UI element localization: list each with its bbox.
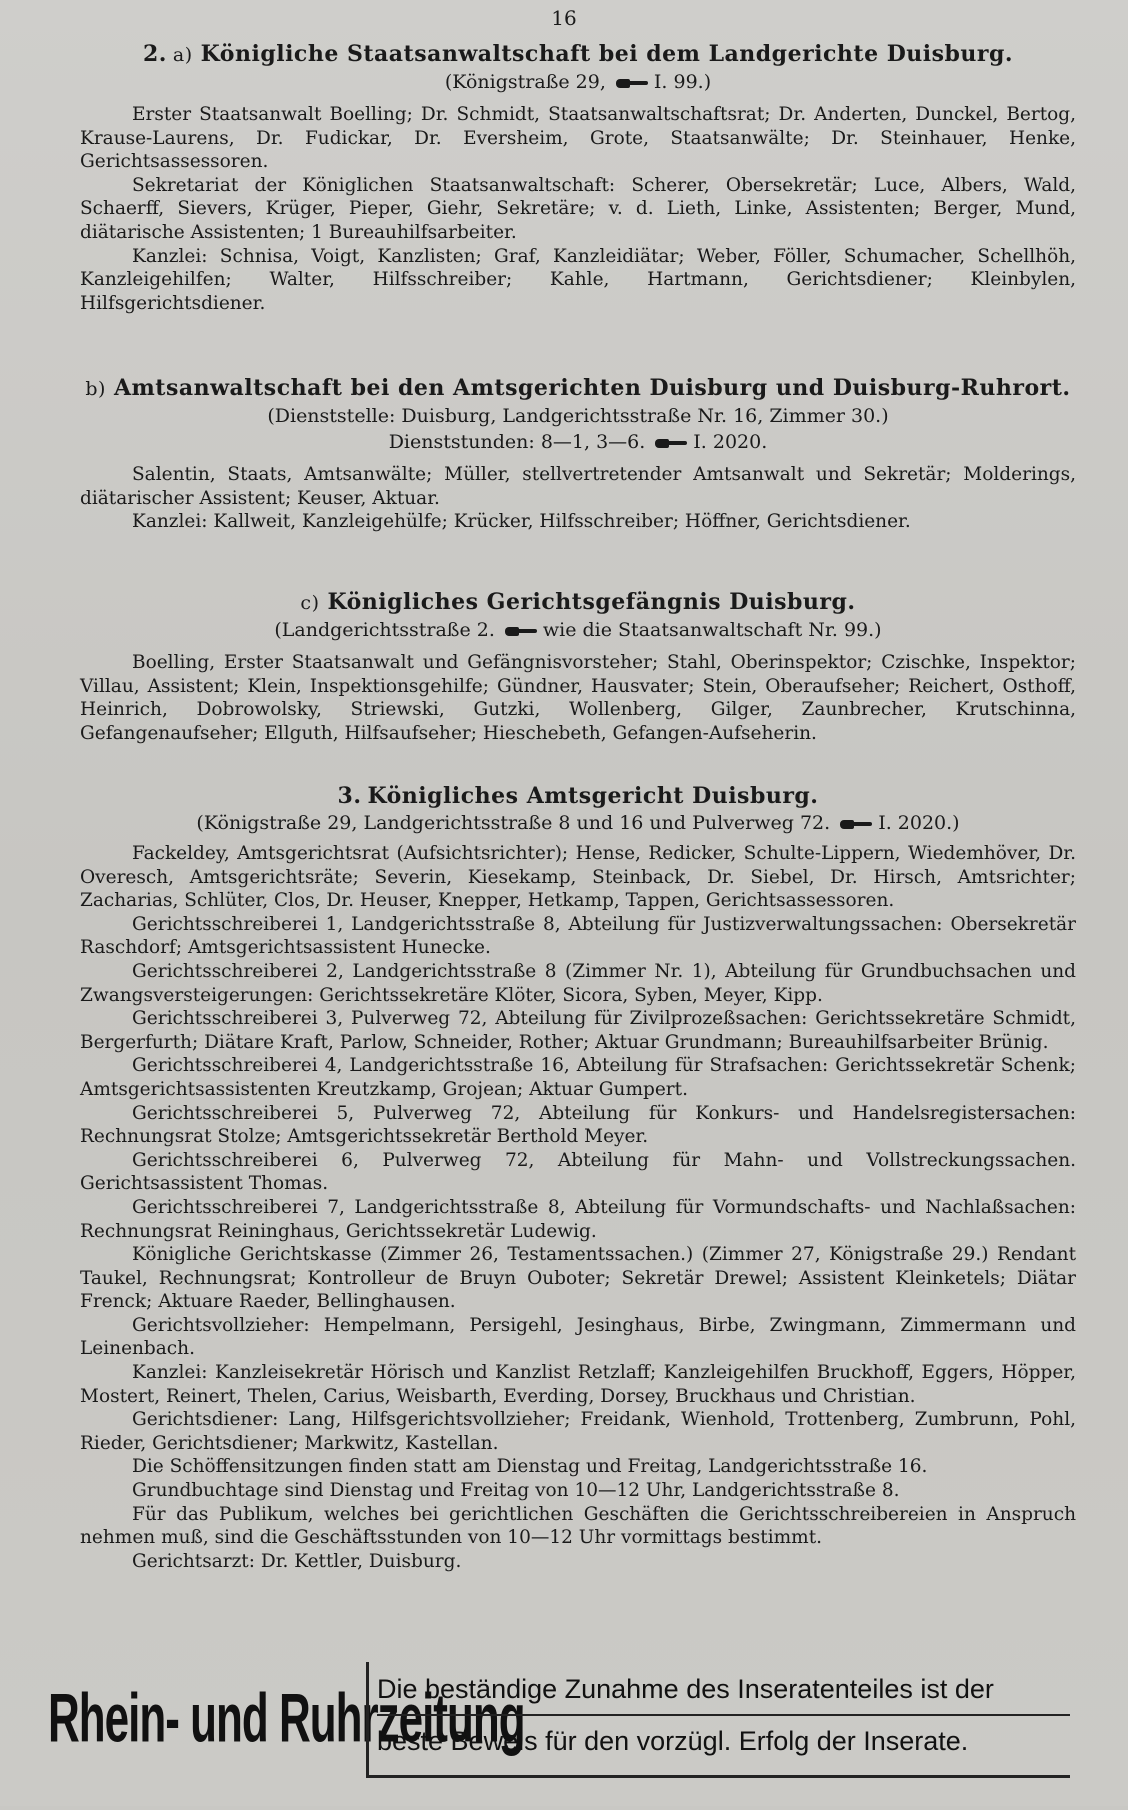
advertisement — [40, 1660, 1076, 1782]
ad-line: beste Beweis für den vorzügl. Erfolg der Inserate. — [377, 1714, 1070, 1760]
section-number: 3. — [337, 783, 362, 809]
paragraph: Gerichtsschreiberei 1, Landgerichtsstraße 8, Abteilung für Justizverwaltungssachen: Obersekretär Raschdorf; Amtsgerichtsassistent Hunecke. — [80, 913, 1076, 959]
paragraph: Gerichtsschreiberei 3, Pulverweg 72, Abteilung für Zivilprozeßsachen: Gerichtssekretäre Schmidt, Bergerfurth; Diätare Kraft, Parlow, Schneider, Rother; Aktuar Grundmann; Bureauhilfsarbeiter Brünig. — [80, 1008, 1076, 1053]
paragraph: Gerichtsschreiberei 4, Landgerichtsstraße 16, Abteilung für Strafsachen: Gerichtssekretär Schenk; Amtsgerichtsassistenten Kreutzkamp, Grojean; Aktuar Gumpert. — [80, 1055, 1076, 1100]
telephone-hand-icon — [840, 817, 872, 831]
subsection-label: b) — [85, 378, 106, 400]
paragraph: Fackeldey, Amtsgerichtsrat (Aufsichtsrichter); Hense, Redicker, Schulte-Lippern, Wiedemhöver, Dr. Overesch, Amtsgerichtsräte; Severin, Kiesekamp, Steinback, Dr. Siebel, Dr. Hirsch, Amtsrichter; Zacharias, Schlüter, Clos, Dr. Heuser, Knepper, Hetkamp, Tappen, Gerichtsassessoren. — [80, 843, 1076, 912]
section-heading — [80, 40, 1076, 69]
ad-line: Die beständige Zunahme des Inseratenteiles ist der — [377, 1674, 994, 1704]
paragraph: Sekretariat der Königlichen Staatsanwaltschaft: Scherer, Obersekretär; Luce, Albers, Wald, Schaerff, Sievers, Krüger, Pieper, Giehr, Sekretäre; v. d. Lieth, Linke, Assistenten; Berger, Mund, diätarische Assistenten; 1 Bureauhilfsarbeiter. — [80, 174, 1076, 243]
paragraph: Gerichtsvollzieher: Hempelmann, Persigehl, Jesinghaus, Birbe, Zwingmann, Zimmermann und Leinenbach. — [80, 1314, 1076, 1360]
section-title: Königliches Gerichtsgefängnis Duisburg. — [327, 589, 856, 615]
phone-number: wie die Staatsanwaltschaft Nr. 99.) — [542, 619, 882, 641]
paragraph: Gerichtsschreiberei 2, Landgerichtsstraße 8 (Zimmer Nr. 1), Abteilung für Grundbuchsachen und Zwangsversteigerungen: Gerichtssekretäre Klöter, Sicora, Syben, Meyer, Kipp. — [80, 960, 1076, 1006]
section-title: Königliches Amtsgericht Duisburg. — [367, 783, 819, 809]
paragraph: Erster Staatsanwalt Boelling; Dr. Schmidt, Staatsanwaltschaftsrat; Dr. Anderten, Dunckel, Bertog, Krause-Laurens, Dr. Fudickar, Dr. Eversheim, Grote, Staatsanwälte; Dr. Steinhauer, Henke, Gerichtsassessoren. — [80, 104, 1076, 173]
paragraph: Gerichtsdiener: Lang, Hilfsgerichtsvollzieher; Freidank, Wienhold, Trottenberg, Zumbrunn, Pohl, Rieder, Gerichtsdiener; Markwitz, Kastellan. — [80, 1409, 1076, 1454]
section-title: Königliche Staatsanwaltschaft bei dem Landgerichte Duisburg. — [200, 41, 1014, 67]
telephone-hand-icon — [655, 436, 687, 450]
ad-text-box — [366, 1662, 1070, 1778]
page-number: 16 — [551, 6, 577, 30]
phone-number: I. 2020. — [693, 431, 768, 453]
paragraph: Kanzlei: Kanzleisekretär Hörisch und Kanzlist Retzlaff; Kanzleigehilfen Bruckhoff, Eggers, Höpper, Mostert, Reinert, Thelen, Carius, Weisbarth, Everding, Dorsey, Bruckhaus und Christian. — [80, 1362, 1076, 1407]
section-address: (Königstraße 29, I. 99.) — [444, 71, 712, 93]
phone-number: I. 99.) — [653, 71, 712, 93]
paragraph: Gerichtsschreiberei 6, Pulverweg 72, Abteilung für Mahn- und Vollstreckungssachen. Gerichtsassistent Thomas. — [80, 1149, 1076, 1195]
subsection-label: a) — [172, 44, 193, 66]
subsection-label: c) — [300, 592, 320, 614]
paragraph: Gerichtsschreiberei 5, Pulverweg 72, Abteilung für Konkurs- und Handelsregistersachen: Rechnungsrat Stolze; Amtsgerichtssekretär Berthold Meyer. — [80, 1102, 1076, 1148]
paragraph: Kanzlei: Kallweit, Kanzleigehülfe; Krücker, Hilfsschreiber; Höffner, Gerichtsdiener. — [132, 511, 911, 533]
paragraph: Grundbuchtage sind Dienstag und Freitag von 10—12 Uhr, Landgerichtsstraße 8. — [132, 1480, 900, 1502]
section-amtsgericht — [80, 782, 1076, 1573]
section-heading — [80, 374, 1076, 403]
section-body — [80, 842, 1076, 1573]
section-body — [80, 463, 1076, 534]
newspaper-logo: Rhein- und Ruhrzeitung — [48, 1681, 525, 1758]
phone-number: I. 2020.) — [878, 812, 960, 834]
section-gerichtsgefaengnis — [80, 588, 1076, 745]
paragraph: Kanzlei: Schnisa, Voigt, Kanzlisten; Graf, Kanzleidiätar; Weber, Föller, Schumacher, Schellhöh, Kanzleigehilfen; Walter, Hilfsschreiber; Kahle, Hartmann, Gerichtsdiener; Kleinbylen, Hilfsgerichtsdiener. — [80, 245, 1076, 314]
section-heading — [80, 588, 1076, 617]
section-title: Amtsanwaltschaft bei den Amtsgerichten Duisburg und Duisburg-Ruhrort. — [113, 375, 1071, 401]
section-body — [80, 651, 1076, 745]
paragraph: Die Schöffensitzungen finden statt am Dienstag und Freitag, Landgerichtsstraße 16. — [132, 1456, 928, 1478]
paragraph: Salentin, Staats, Amtsanwälte; Müller, stellvertretender Amtsanwalt und Sekretär; Molderings, diätarischer Assistent; Keuser, Aktuar. — [80, 464, 1076, 509]
telephone-hand-icon — [616, 76, 648, 90]
section-address: (Königstraße 29, Landgerichtsstraße 8 und 16 und Pulverweg 72. I. 2020.) — [196, 812, 960, 834]
section-heading — [80, 782, 1076, 810]
paragraph: Gerichtsarzt: Dr. Kettler, Duisburg. — [132, 1550, 462, 1572]
section-address: (Landgerichtsstraße 2. wie die Staatsanwaltschaft Nr. 99.) — [274, 619, 882, 641]
paragraph: Königliche Gerichtskasse (Zimmer 26, Testamentssachen.) (Zimmer 27, Königstraße 29.) Rendant Taukel, Rechnungsrat; Kontrolleur de Bruyn Ouboter; Sekretär Drewel; Assistent Kleinketels; Diätar Frenck; Aktuare Raeder, Bellinghausen. — [80, 1244, 1076, 1313]
paragraph: Für das Publikum, welches bei gerichtlichen Geschäften die Gerichtsschreibereien in Anspruch nehmen muß, sind die Geschäftsstunden von 10—12 Uhr vormittags bestimmt. — [80, 1503, 1076, 1549]
paragraph: Gerichtsschreiberei 7, Landgerichtsstraße 8, Abteilung für Vormundschafts- und Nachlaßsachen: Rechnungsrat Reininghaus, Gerichtssekretär Ludewig. — [80, 1196, 1076, 1242]
section-amtsanwaltschaft — [80, 374, 1076, 534]
section-body — [80, 103, 1076, 315]
paragraph: Boelling, Erster Staatsanwalt und Gefängnisvorsteher; Stahl, Oberinspektor; Czischke, Inspektor; Villau, Assistent; Klein, Inspektionsgehilfe; Gündner, Hausvater; Stein, Oberaufseher; Reichert, Osthoff, Heinrich, Dobrowolsky, Striewski, Gutzki, Wollenberg, Gilger, Zaunbrecher, Krutschinna, Gefangenaufseher; Ellguth, Hilfsaufseher; Hieschebeth, Gefangen-Aufseherin. — [80, 652, 1076, 744]
section-staatsanwaltschaft — [80, 40, 1076, 315]
section-address: (Dienststelle: Duisburg, Landgerichtsstraße Nr. 16, Zimmer 30.) — [267, 405, 889, 427]
telephone-hand-icon — [505, 624, 537, 638]
section-number: 2. — [142, 41, 167, 67]
section-hours: Dienststunden: 8—1, 3—6. I. 2020. — [388, 431, 768, 453]
